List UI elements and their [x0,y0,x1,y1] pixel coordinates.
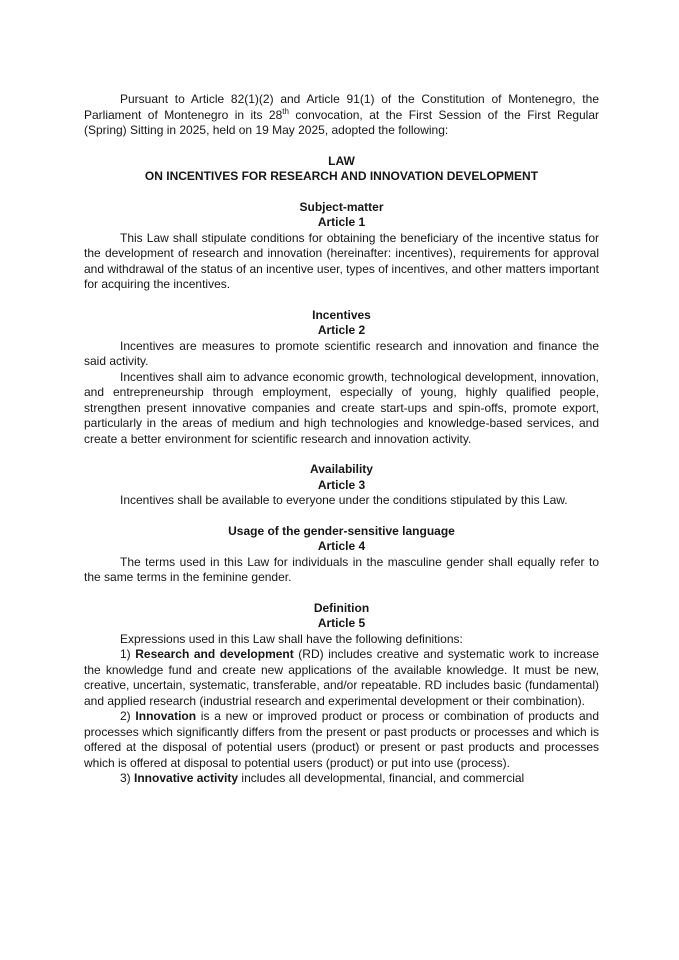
section-gender-sensitive-language [84,524,599,586]
body-paragraph: The terms used in this Law for individuals in the masculine gender shall equally refer to the same terms in the feminine gender. [84,554,599,584]
section-heading: Incentives [312,307,371,322]
section-heading: Subject-matter [299,199,384,214]
section-heading: Definition [313,600,370,615]
definition-text: includes all developmental, financial, and commercial [238,771,525,785]
intro-paragraph [84,92,599,139]
definition-term: Research and development [135,647,294,661]
definition-text: (RD) includes creative and systematic work to increase the knowledge fund and create new applications of the available knowledge. It must be new, creative, uncertain, systematic, transferable, and/or repeatable. RD includes basic (fundamental) and applied research (industrial research and experimental development or their combination). [84,647,599,708]
law-title-block [84,154,599,185]
body-paragraph: Incentives shall aim to advance economic growth, technological development, innovation, and entrepreneurship through employment, especially of young, highly qualified people, strengthen present innovative companies and create start-ups and spin-offs, promote export, particularly in the areas of medium and high technologies and knowledge-based services, and create a better environment for scientific research and innovation activity. [84,369,599,446]
section-definition [84,601,599,787]
definition-text: is a new or improved product or process or combination of products and processes which significantly differs from the present or past products or processes and which is offered at the disposal of potential users (product) or present or past products and processes which is offered at disposal to potential users (product) or put into use (process). [84,709,599,770]
body-paragraph: This Law shall stipulate conditions for obtaining the beneficiary of the incentive status for the development of research and innovation (hereinafter: incentives), requirements for approval and withdrawal of the status of an incentive user, types of incentives, and other matters important for acquiring the incentives. [84,230,599,291]
law-title-line1: LAW [328,153,355,168]
definition-item [84,709,599,771]
law-title-line2: ON INCENTIVES FOR RESEARCH AND INNOVATION DEVELOPMENT [144,169,539,183]
body-paragraph: Incentives are measures to promote scientific research and innovation and finance the said activity. [84,338,599,368]
article-number: Article 3 [317,477,366,492]
definition-item [84,771,599,787]
definition-number: 3) [120,771,131,785]
definition-number: 1) [120,647,131,661]
definition-term: Innovation [135,709,197,723]
definition-item [84,647,599,709]
definition-number: 2) [120,709,131,723]
section-heading: Availability [310,462,373,476]
section-incentives [84,308,599,448]
definition-term: Innovative activity [134,771,239,785]
section-heading: Usage of the gender-sensitive language [228,523,455,538]
article-number: Article 1 [317,215,366,229]
section-subject-matter [84,200,599,293]
ordinal-superscript: th [282,106,289,116]
body-paragraph: Expressions used in this Law shall have the following definitions: [120,631,463,646]
article-number: Article 4 [317,539,366,553]
intro-text-end: convocation, at the First Session of the First Regular (Spring) Sitting in 2025, held on 19 May 2025, adopted the following: [84,107,599,137]
article-number: Article 2 [317,323,366,337]
article-number: Article 5 [317,616,366,630]
body-paragraph: Incentives shall be available to everyone under the conditions stipulated by this Law. [120,493,568,507]
intro-text-start: Pursuant to Article 82(1)(2) and Article 91(1) of the Constitution of Montenegro, the Parliament of Montenegro in its 28 [84,92,599,122]
section-availability [84,462,599,509]
